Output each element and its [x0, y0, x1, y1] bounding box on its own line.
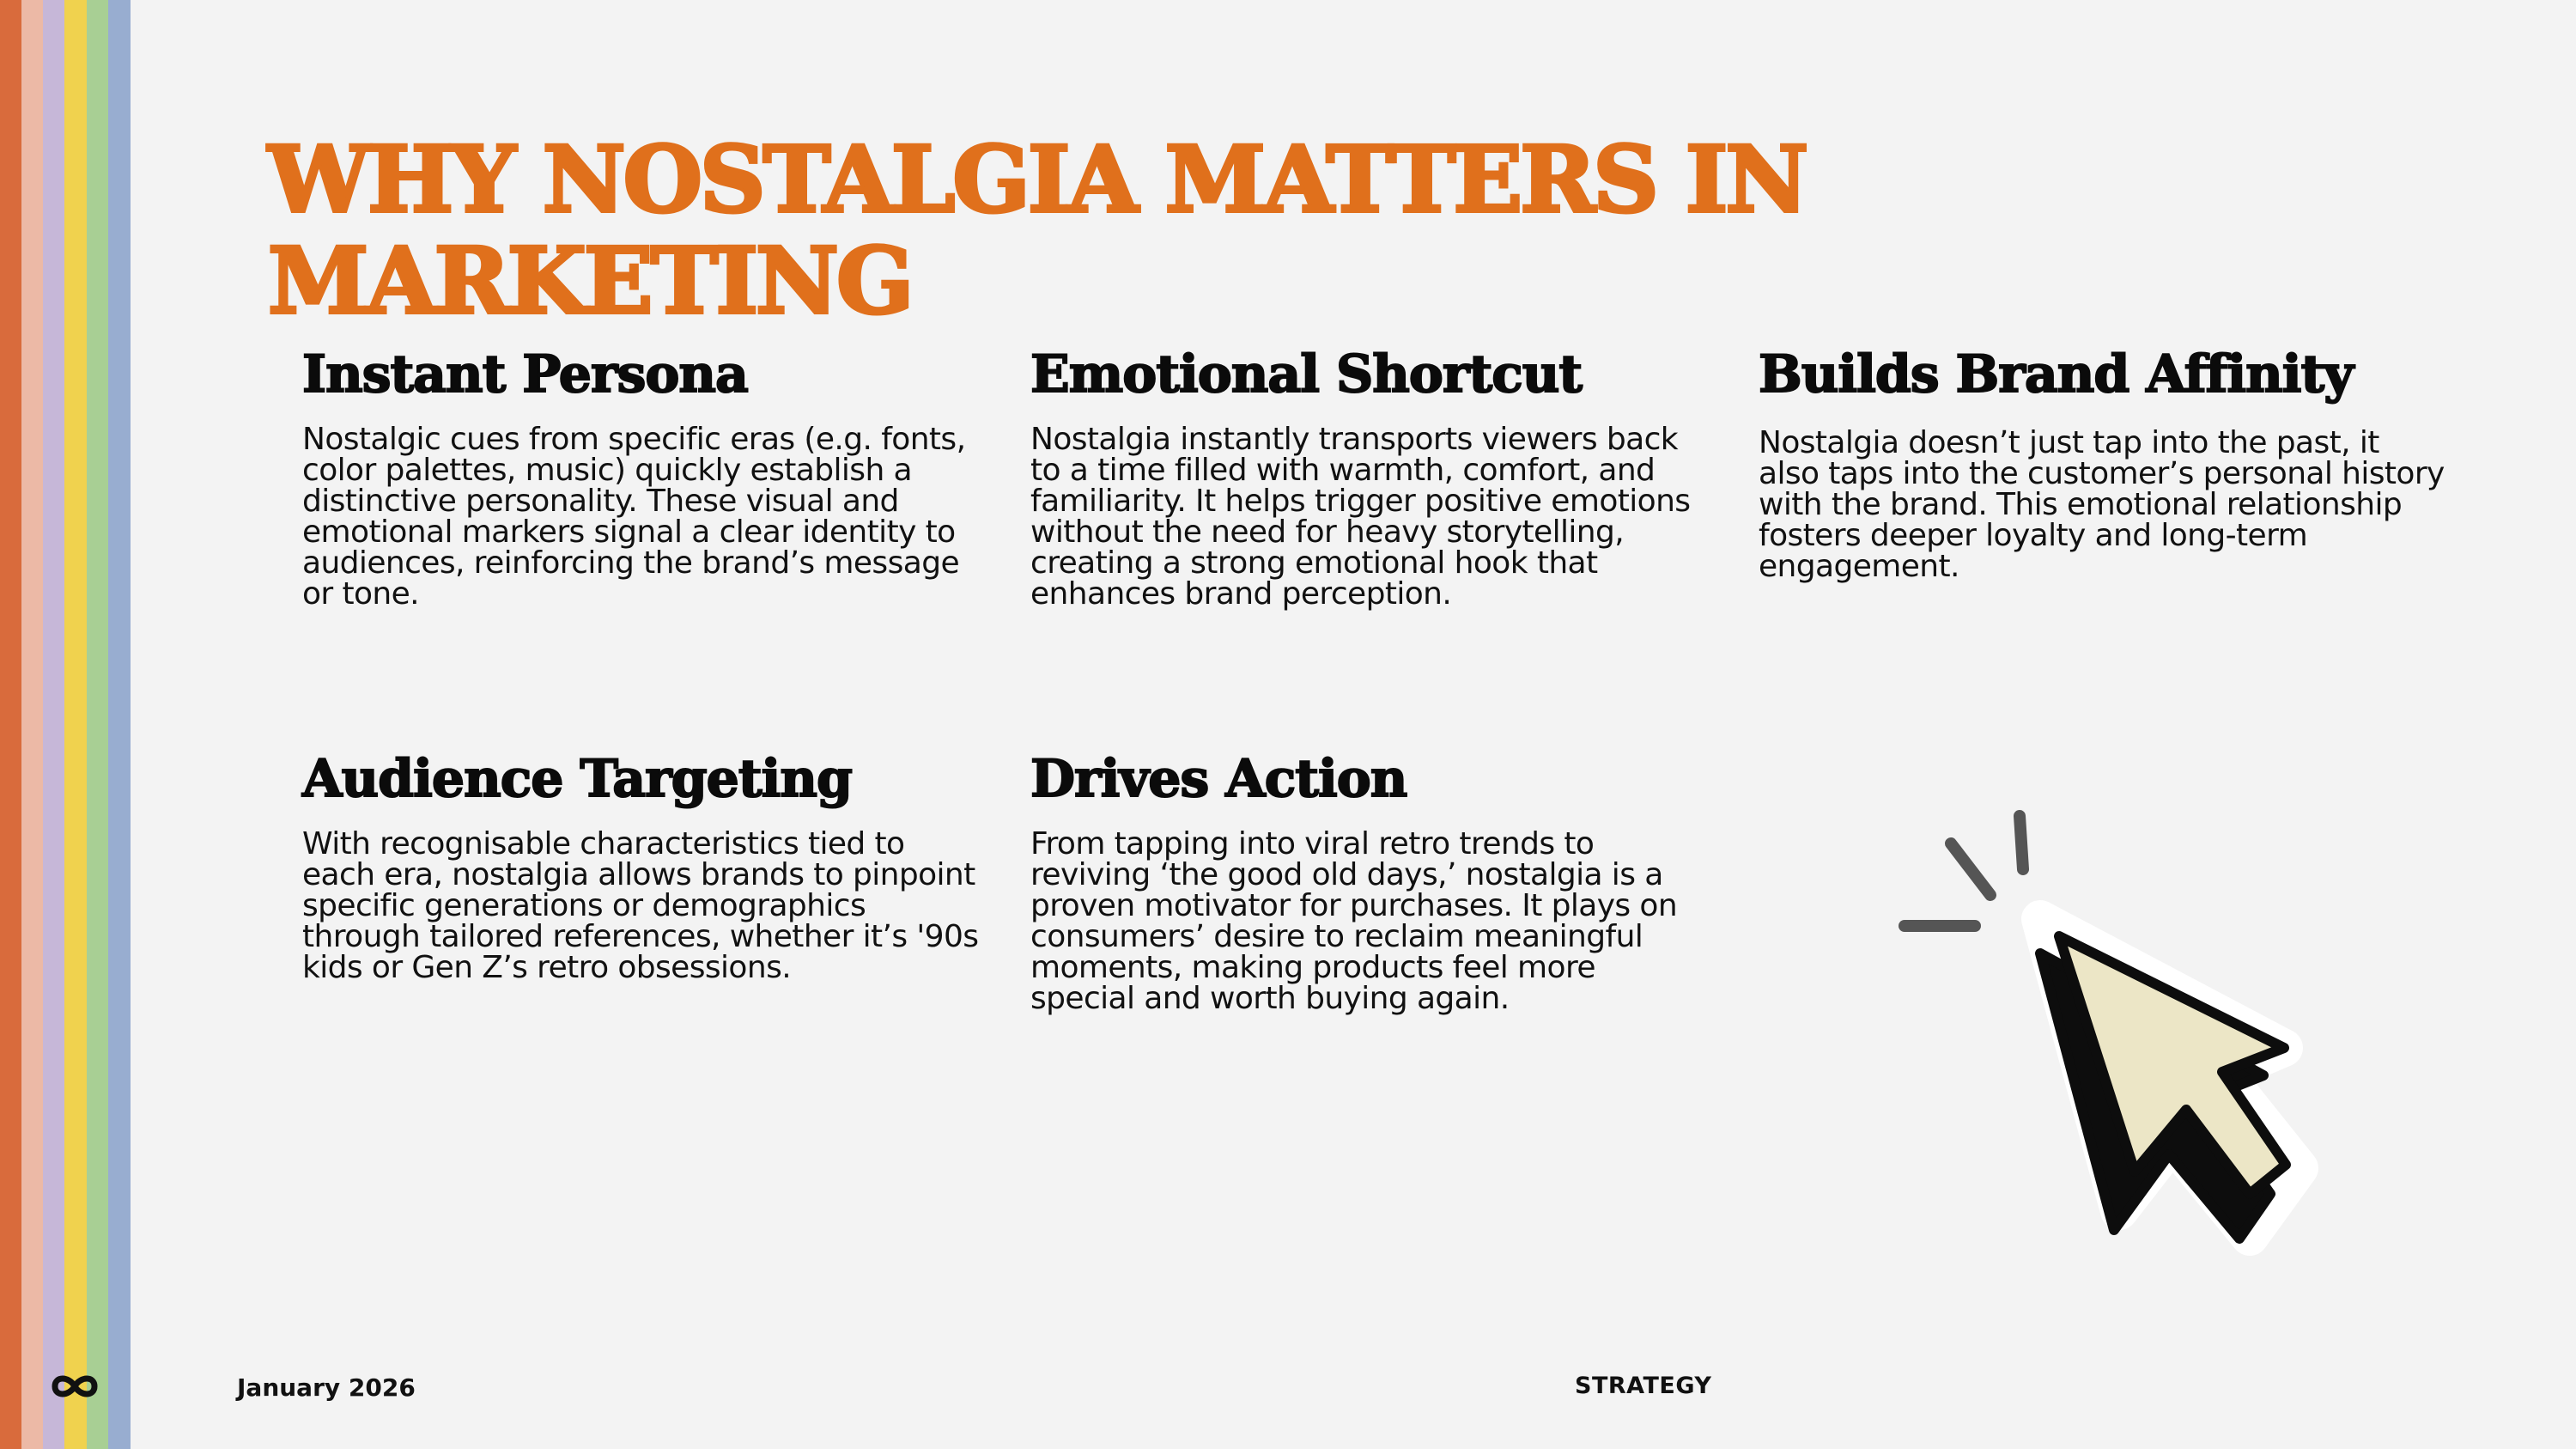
card-instant-persona: [302, 344, 981, 610]
infinity-icon: [48, 1371, 101, 1402]
card-heading: Emotional Shortcut: [1030, 344, 1583, 405]
stripe-yellow: [64, 0, 87, 1449]
card-drives-action: [1030, 748, 1709, 1014]
card-body: Nostalgia instantly transports viewers back to a time filled with warmth, comfort, and familiarity. It helps trigger positive emotions without the need for heavy storytelling, creating a strong emotional hook that enhances brand perception.: [1030, 422, 1691, 612]
footer-section-label: STRATEGY: [1575, 1373, 1712, 1399]
stripe-blue: [108, 0, 131, 1449]
card-body: Nostalgia doesn’t just tap into the past, it also taps into the customer’s personal history with the brand. This emotional relationship fosters deeper loyalty and long-term engagement.: [1759, 425, 2445, 584]
card-body: Nostalgic cues from specific eras (e.g. fonts, color palettes, music) quickly establish a distinctive personality. These visual and emotional markers signal a clear identity to audiences, reinforcing the brand’s message or tone.: [302, 422, 966, 612]
stripe-orange: [0, 0, 21, 1449]
card-heading: Drives Action: [1030, 749, 1407, 809]
card-heading: Audience Targeting: [302, 749, 852, 809]
mouse-cursor-click-icon: [1889, 790, 2336, 1288]
card-emotional-shortcut: [1030, 344, 1709, 610]
card-body: With recognisable characteristics tied to each era, nostalgia allows brands to pinpoint specific generations or demographics through tailored references, whether it’s '90s kids or Gen Z’s retro obsessions.: [302, 826, 979, 985]
stripe-pink: [21, 0, 43, 1449]
footer-date: January 2026: [237, 1373, 416, 1402]
stripe-lavender: [43, 0, 64, 1449]
stripe-green: [87, 0, 108, 1449]
card-builds-brand-affinity: [1759, 344, 2445, 582]
card-body: From tapping into viral retro trends to reviving ‘the good old days,’ nostalgia is a proven motivator for purchases. It plays on consumers’ desire to reclaim meaningful moments, making products feel more special and worth buying again.: [1030, 826, 1678, 1016]
card-audience-targeting: [302, 748, 981, 983]
card-heading: Builds Brand Affinity: [1759, 344, 2354, 405]
slide-title: WHY NOSTALGIA MATTERS IN MARKETING: [268, 125, 1807, 334]
rainbow-stripes: [0, 0, 131, 1449]
card-heading: Instant Persona: [302, 344, 748, 405]
